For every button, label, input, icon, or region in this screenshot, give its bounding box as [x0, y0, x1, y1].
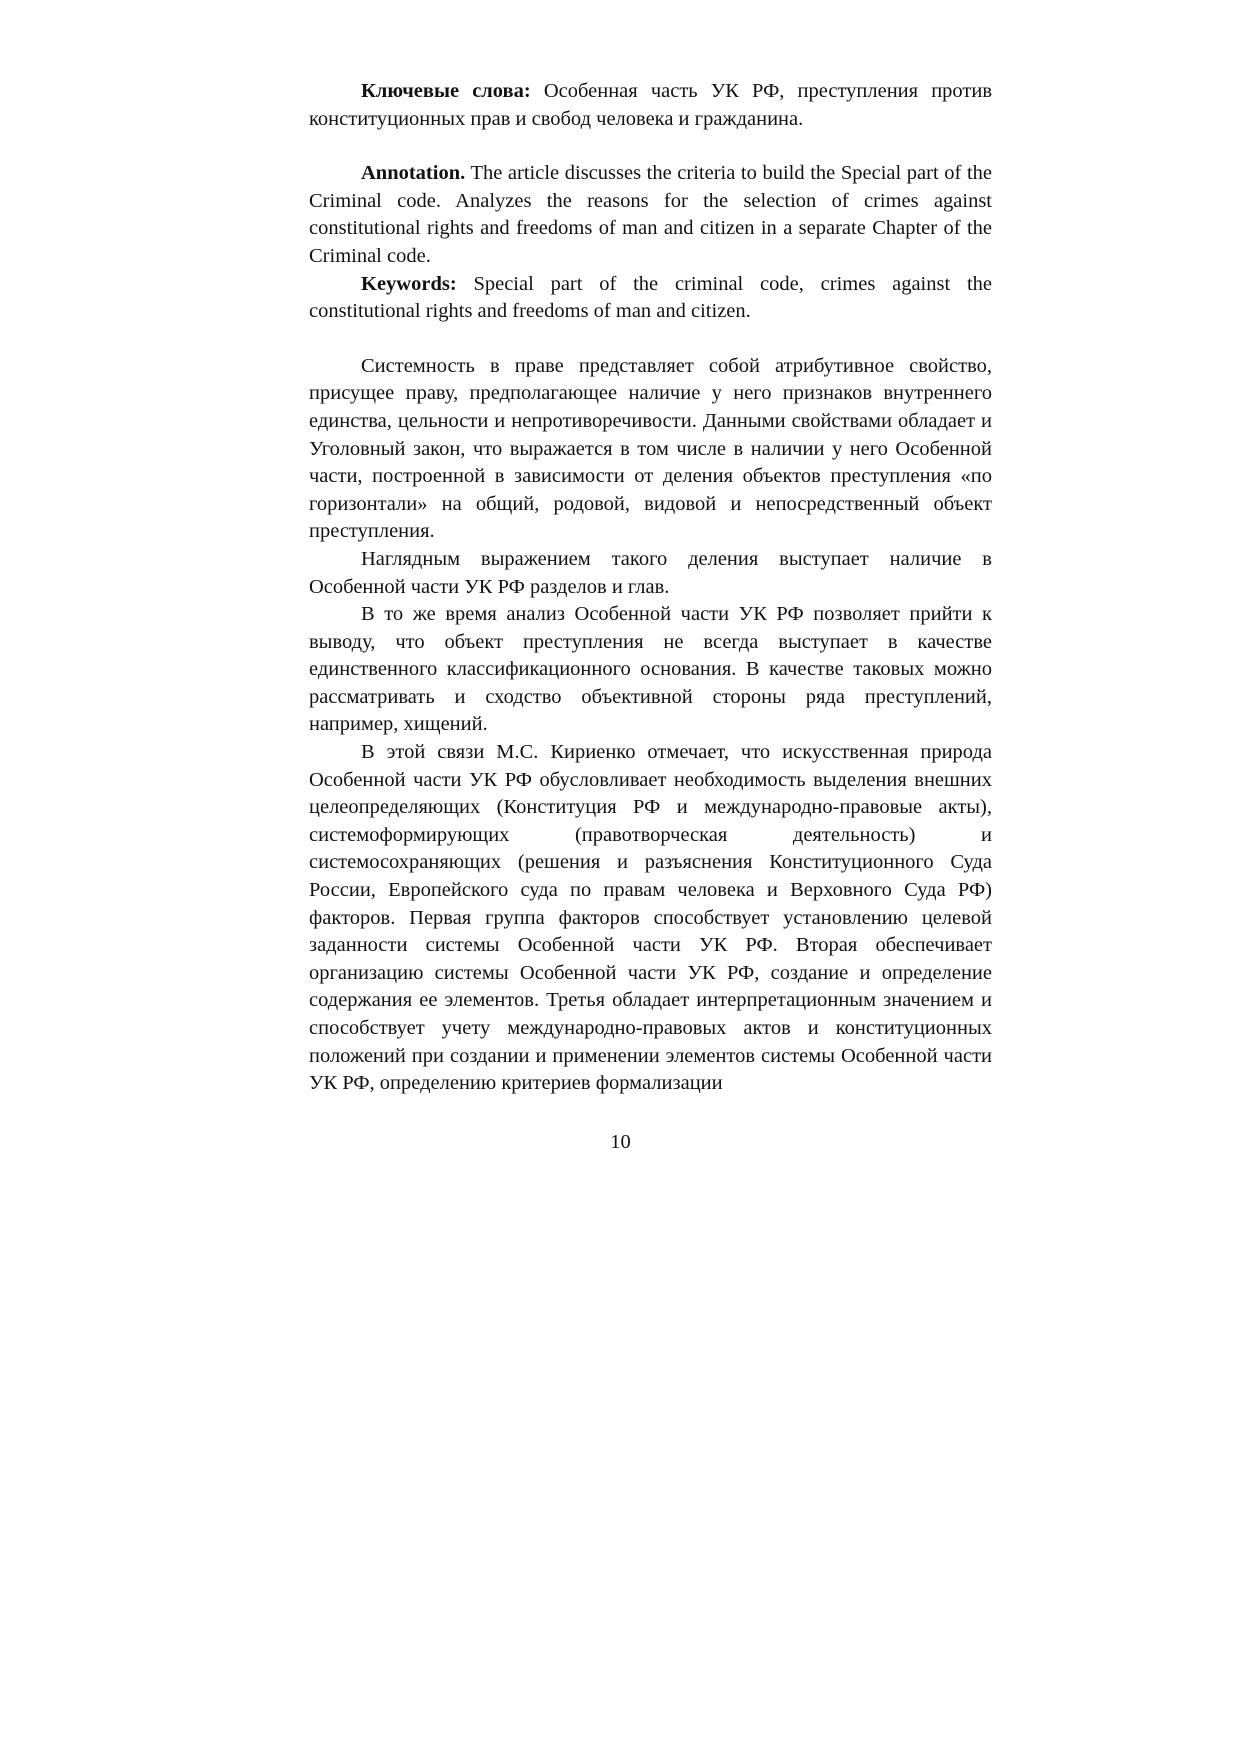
annotation-label: Annotation.	[361, 162, 466, 185]
keywords-ru-text: Особенная часть УК РФ, преступления против конституционных прав и свобод человека и гражданина.	[309, 80, 993, 130]
keywords-en-paragraph	[309, 271, 992, 326]
keywords-ru-paragraph	[309, 78, 992, 133]
body-paragraph-4: В этой связи М.С. Кириенко отмечает, что искусственная природа Особенной части УК РФ обусловливает необходимость выделения внешних целеопределяющих (Конституция РФ и международно-правовые акты), системоформирующих (правотворческая деятельность) и системосохраняющих (решения и разъяснения Конституционного Суда России, Европейского суда по правам человека и Верховного Суда РФ) факторов. Первая группа факторов способствует установлению целевой заданности системы Особенной части УК РФ. Вторая обеспечивает организацию системы Особенной части УК РФ, создание и определение содержания ее элементов. Третья обладает интерпретационным значением и способствует учету международно-правовых актов и конституционных положений при создании и применении элементов системы Особенной части УК РФ, определению критериев формализации	[309, 741, 992, 1095]
keywords-en-text: Special part of the criminal code, crimes against the constitutional rights and freedoms of man and citizen.	[309, 272, 992, 323]
annotation-text: The article discusses the criteria to build the Special part of the Criminal code. Analyzes the reasons for the selection of crimes against constitutional rights and freedoms of man and citizen in a separate Chapter of the Criminal code.	[309, 162, 992, 267]
keywords-ru-label: Ключевые слова:	[361, 80, 531, 102]
annotation-paragraph	[309, 160, 992, 270]
body-paragraph-1: Системность в праве представляет собой атрибутивное свойство, присущее праву, предполагающее наличие у него признаков внутреннего единства, цельности и непротиворечивости. Данными свойствами обладает и Уголовный закон, что выражается в том числе в наличии у него Особенной части, построенной в зависимости от деления объектов преступления «по горизонтали» на общий, родовой, видовой и непосредственный объект преступления.	[309, 354, 992, 543]
body-paragraph-3: В то же время анализ Особенной части УК РФ позволяет прийти к выводу, что объект преступления не всегда выступает в качестве единственного классификационного основания. В качестве таковых можно рассматривать и сходство объективной стороны ряда преступлений, например, хищений.	[309, 603, 992, 736]
page-number: 10	[610, 1131, 631, 1153]
page-content	[309, 78, 992, 1098]
body-paragraph-2: Наглядным выражением такого деления выступает наличие в Особенной части УК РФ разделов и глав.	[309, 547, 992, 598]
keywords-en-label: Keywords:	[361, 272, 457, 295]
